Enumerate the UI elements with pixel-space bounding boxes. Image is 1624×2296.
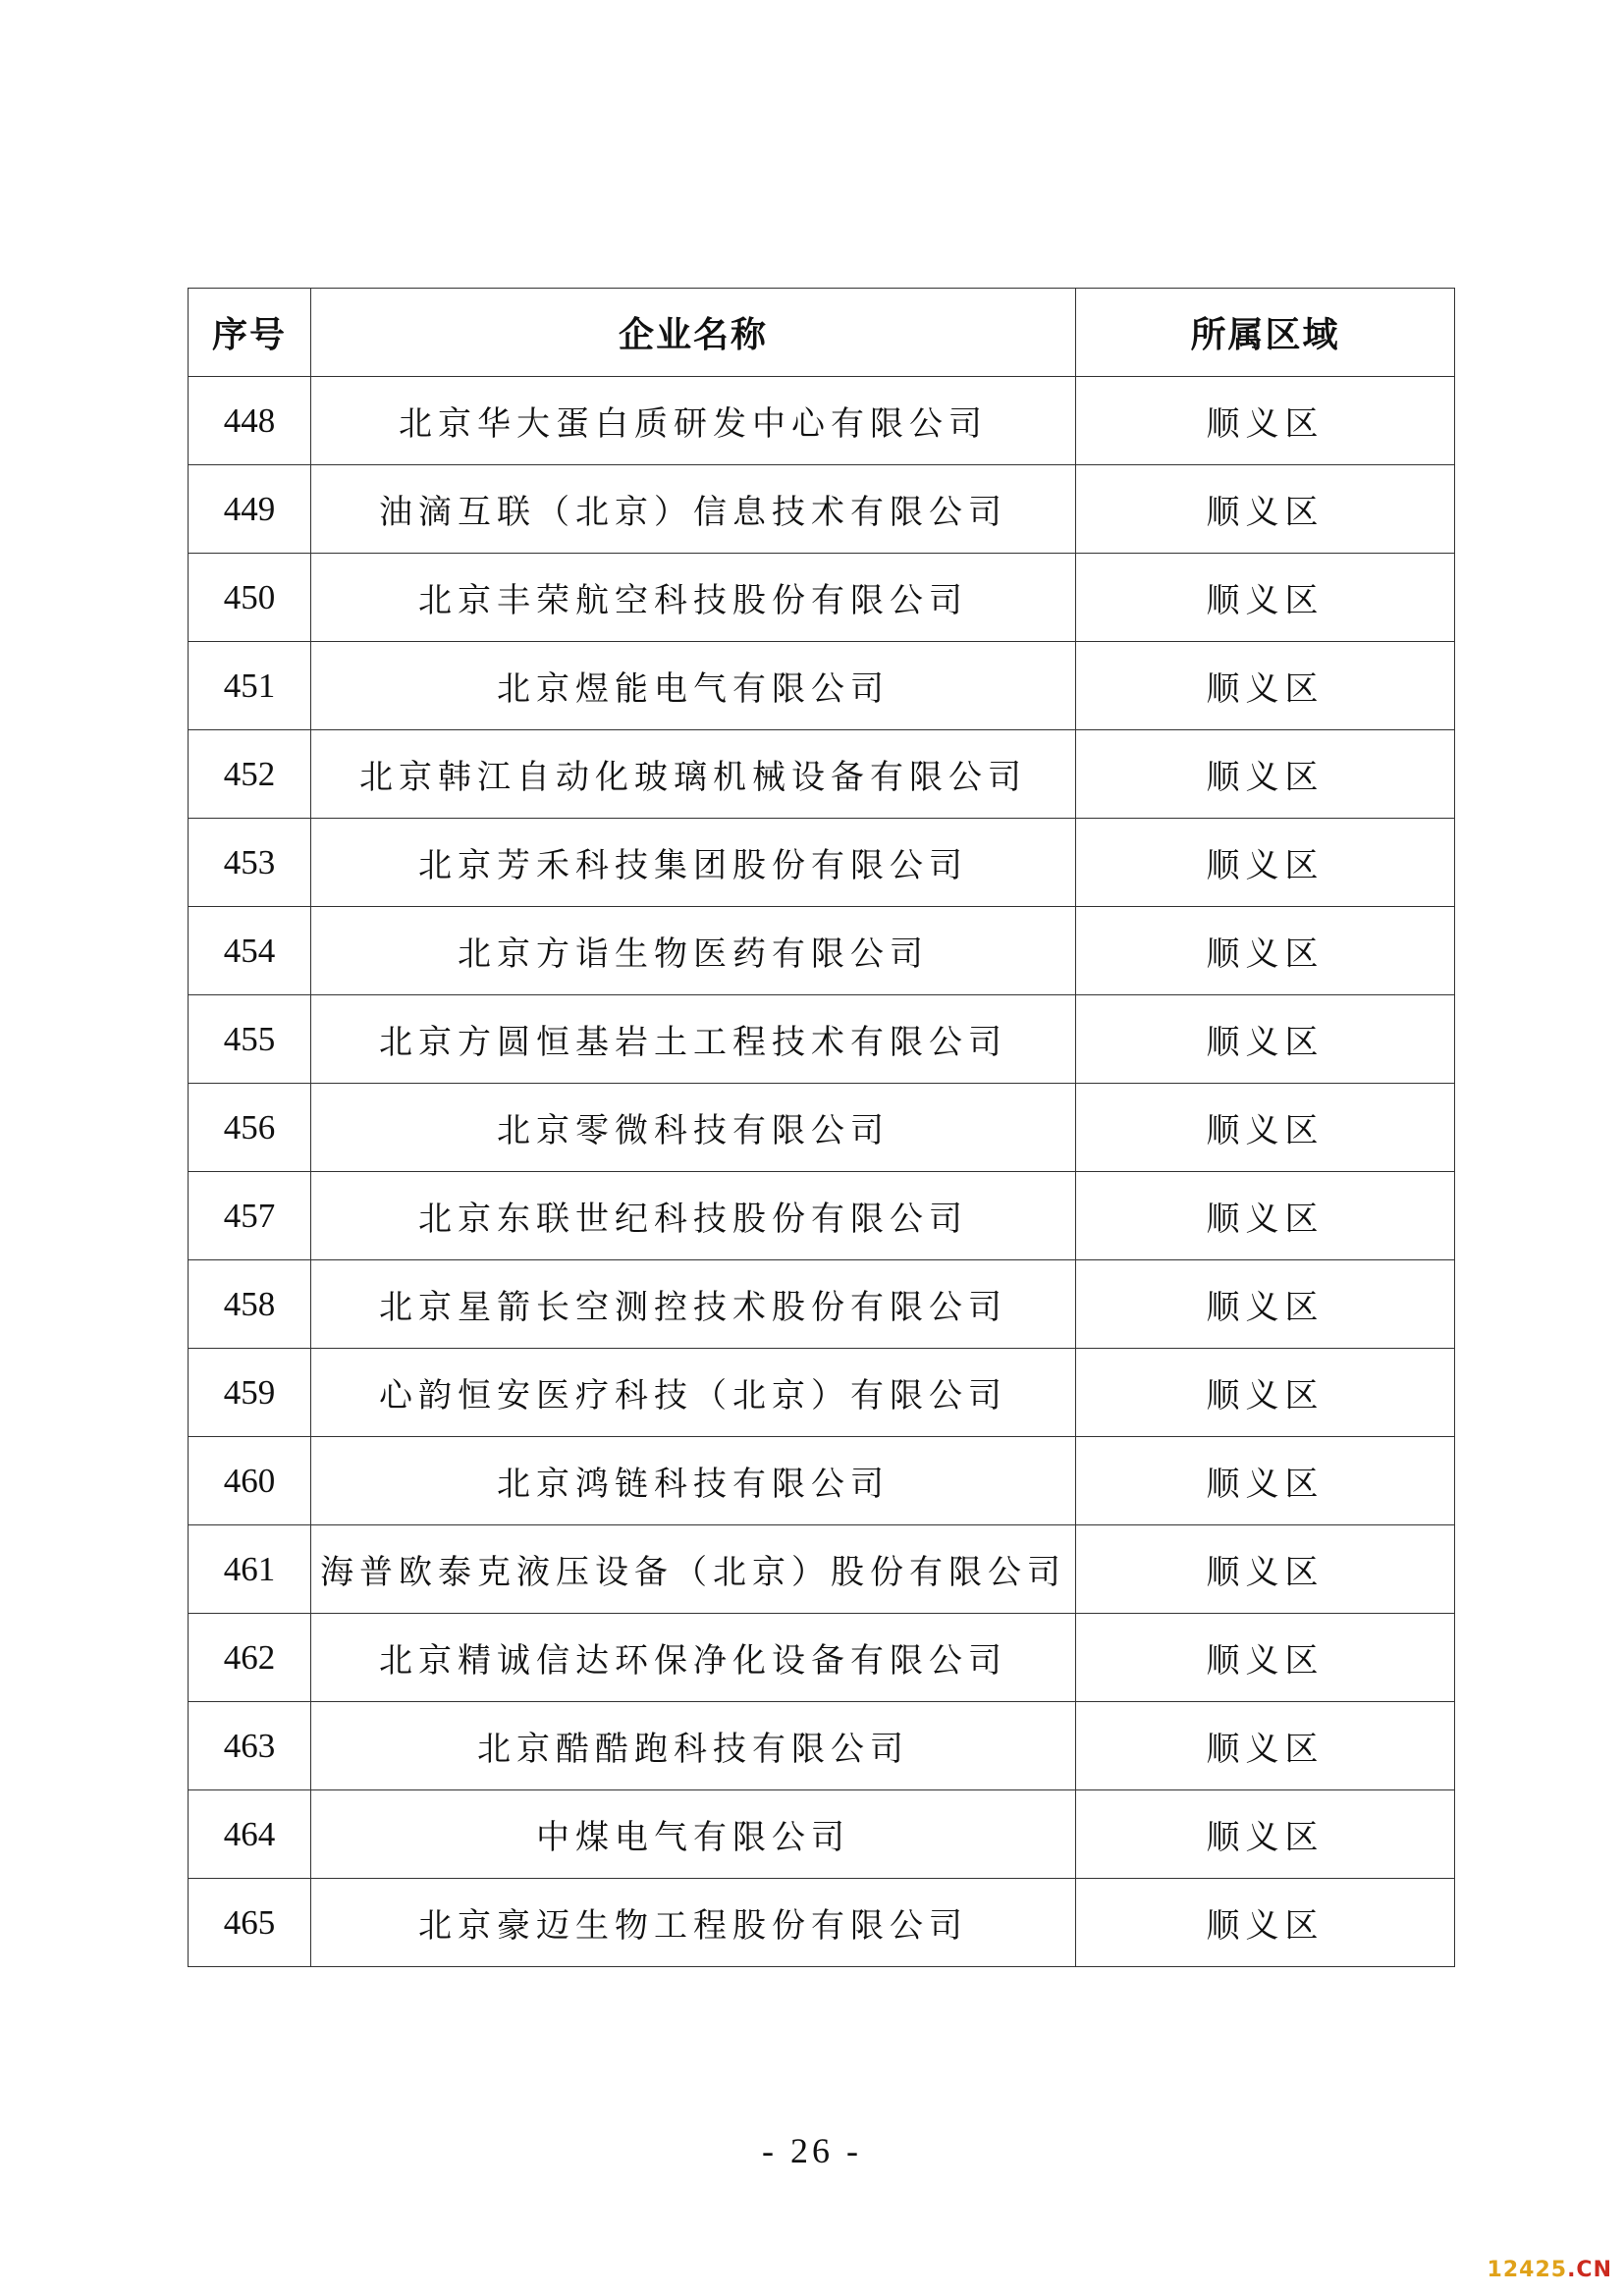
- table-row: [189, 1879, 1455, 1967]
- cell-company-name: 海普欧泰克液压设备（北京）股份有限公司: [311, 1525, 1076, 1614]
- cell-region: 顺义区: [1076, 377, 1455, 465]
- cell-company-name: 油滴互联（北京）信息技术有限公司: [311, 465, 1076, 554]
- site-watermark: [1488, 2258, 1612, 2282]
- cell-company-name: 北京芳禾科技集团股份有限公司: [311, 819, 1076, 907]
- cell-company-name: 北京韩江自动化玻璃机械设备有限公司: [311, 730, 1076, 819]
- table-row: [189, 730, 1455, 819]
- cell-company-name: 北京酷酷跑科技有限公司: [311, 1702, 1076, 1790]
- cell-seq: 462: [189, 1614, 311, 1702]
- table-row: [189, 1702, 1455, 1790]
- cell-company-name: 北京华大蛋白质研发中心有限公司: [311, 377, 1076, 465]
- table-row: [189, 554, 1455, 642]
- cell-region: 顺义区: [1076, 465, 1455, 554]
- cell-seq: 459: [189, 1349, 311, 1437]
- table-row: [189, 1525, 1455, 1614]
- cell-seq: 458: [189, 1260, 311, 1349]
- cell-seq: 450: [189, 554, 311, 642]
- cell-seq: 449: [189, 465, 311, 554]
- cell-company-name: 北京零微科技有限公司: [311, 1084, 1076, 1172]
- cell-region: 顺义区: [1076, 1614, 1455, 1702]
- cell-region: 顺义区: [1076, 1349, 1455, 1437]
- header-seq: 序号: [189, 289, 311, 377]
- cell-seq: 448: [189, 377, 311, 465]
- table-row: [189, 1084, 1455, 1172]
- table-row: [189, 1790, 1455, 1879]
- watermark-main: 12425: [1487, 2258, 1568, 2282]
- cell-seq: 452: [189, 730, 311, 819]
- cell-seq: 454: [189, 907, 311, 995]
- cell-company-name: 北京方诣生物医药有限公司: [311, 907, 1076, 995]
- table-row: [189, 1437, 1455, 1525]
- table-row: [189, 995, 1455, 1084]
- table-row: [189, 1172, 1455, 1260]
- cell-region: 顺义区: [1076, 995, 1455, 1084]
- cell-company-name: 北京煜能电气有限公司: [311, 642, 1076, 730]
- header-region: 所属区域: [1076, 289, 1455, 377]
- cell-region: 顺义区: [1076, 1790, 1455, 1879]
- cell-company-name: 北京东联世纪科技股份有限公司: [311, 1172, 1076, 1260]
- table-row: [189, 465, 1455, 554]
- enterprise-table: [188, 288, 1455, 1967]
- cell-region: 顺义区: [1076, 1702, 1455, 1790]
- cell-company-name: 心韵恒安医疗科技（北京）有限公司: [311, 1349, 1076, 1437]
- cell-seq: 465: [189, 1879, 311, 1967]
- cell-company-name: 中煤电气有限公司: [311, 1790, 1076, 1879]
- cell-seq: 463: [189, 1702, 311, 1790]
- cell-region: 顺义区: [1076, 554, 1455, 642]
- table-row: [189, 1614, 1455, 1702]
- table-header-row: [189, 289, 1455, 377]
- table-row: [189, 1260, 1455, 1349]
- cell-region: 顺义区: [1076, 1525, 1455, 1614]
- cell-company-name: 北京方圆恒基岩土工程技术有限公司: [311, 995, 1076, 1084]
- header-name: 企业名称: [311, 289, 1076, 377]
- cell-region: 顺义区: [1076, 819, 1455, 907]
- cell-region: 顺义区: [1076, 1084, 1455, 1172]
- cell-region: 顺义区: [1076, 1172, 1455, 1260]
- cell-company-name: 北京精诚信达环保净化设备有限公司: [311, 1614, 1076, 1702]
- table-row: [189, 377, 1455, 465]
- cell-region: 顺义区: [1076, 907, 1455, 995]
- cell-region: 顺义区: [1076, 1260, 1455, 1349]
- cell-company-name: 北京鸿链科技有限公司: [311, 1437, 1076, 1525]
- cell-seq: 451: [189, 642, 311, 730]
- cell-seq: 457: [189, 1172, 311, 1260]
- table-row: [189, 642, 1455, 730]
- page-number: - 26 -: [762, 2131, 862, 2170]
- cell-company-name: 北京星箭长空测控技术股份有限公司: [311, 1260, 1076, 1349]
- table-row: [189, 819, 1455, 907]
- cell-seq: 464: [189, 1790, 311, 1879]
- cell-company-name: 北京豪迈生物工程股份有限公司: [311, 1879, 1076, 1967]
- cell-seq: 455: [189, 995, 311, 1084]
- cell-seq: 453: [189, 819, 311, 907]
- cell-company-name: 北京丰荣航空科技股份有限公司: [311, 554, 1076, 642]
- table-body: [189, 377, 1455, 1967]
- cell-seq: 461: [189, 1525, 311, 1614]
- cell-region: 顺义区: [1076, 1879, 1455, 1967]
- cell-seq: 460: [189, 1437, 311, 1525]
- cell-region: 顺义区: [1076, 730, 1455, 819]
- cell-region: 顺义区: [1076, 642, 1455, 730]
- cell-region: 顺义区: [1076, 1437, 1455, 1525]
- watermark-tld: .CN: [1567, 2258, 1612, 2282]
- table-row: [189, 907, 1455, 995]
- table-row: [189, 1349, 1455, 1437]
- cell-seq: 456: [189, 1084, 311, 1172]
